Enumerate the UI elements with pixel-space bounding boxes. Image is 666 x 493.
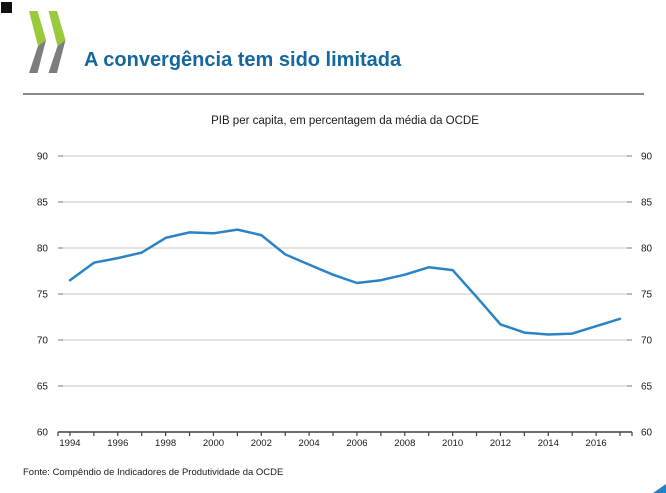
x-axis-label: 2014 xyxy=(537,438,559,449)
x-axis-label: 1994 xyxy=(59,438,81,449)
chart-title: PIB per capita, em percentagem da média da OCDE xyxy=(211,115,479,127)
x-axis-label: 1998 xyxy=(155,438,177,449)
y-axis-label-right: 75 xyxy=(641,289,653,301)
x-axis-label: 2010 xyxy=(442,438,464,449)
data-series-line xyxy=(70,230,620,335)
x-axis-label: 2000 xyxy=(202,438,225,449)
y-axis-label-left: 90 xyxy=(36,151,48,163)
y-axis-label-right: 90 xyxy=(641,151,653,163)
x-axis-label: 1996 xyxy=(107,438,129,449)
source-note: Fonte: Compêndio de Indicadores de Produtividade da OCDE xyxy=(23,467,284,478)
x-axis-label: 2008 xyxy=(394,438,416,449)
x-axis-label: 2012 xyxy=(489,438,512,449)
y-axis-label-right: 80 xyxy=(641,243,653,255)
y-axis-label-left: 60 xyxy=(36,427,48,439)
y-axis-label-left: 65 xyxy=(36,381,48,393)
y-axis-label-right: 70 xyxy=(641,335,653,347)
y-axis-label-left: 75 xyxy=(36,289,48,301)
y-axis-label-left: 70 xyxy=(36,335,48,347)
x-axis-label: 2006 xyxy=(346,438,368,449)
page-title: A convergência tem sido limitada xyxy=(84,49,402,72)
y-axis-label-right: 85 xyxy=(641,197,653,209)
y-axis-label-right: 65 xyxy=(641,381,653,393)
x-axis-label: 2002 xyxy=(250,438,272,449)
y-axis-label-left: 85 xyxy=(36,197,48,209)
x-axis-label: 2016 xyxy=(585,438,607,449)
y-axis-label-left: 80 xyxy=(36,243,48,255)
x-axis-label: 2004 xyxy=(298,438,320,449)
y-axis-label-right: 60 xyxy=(641,427,653,439)
